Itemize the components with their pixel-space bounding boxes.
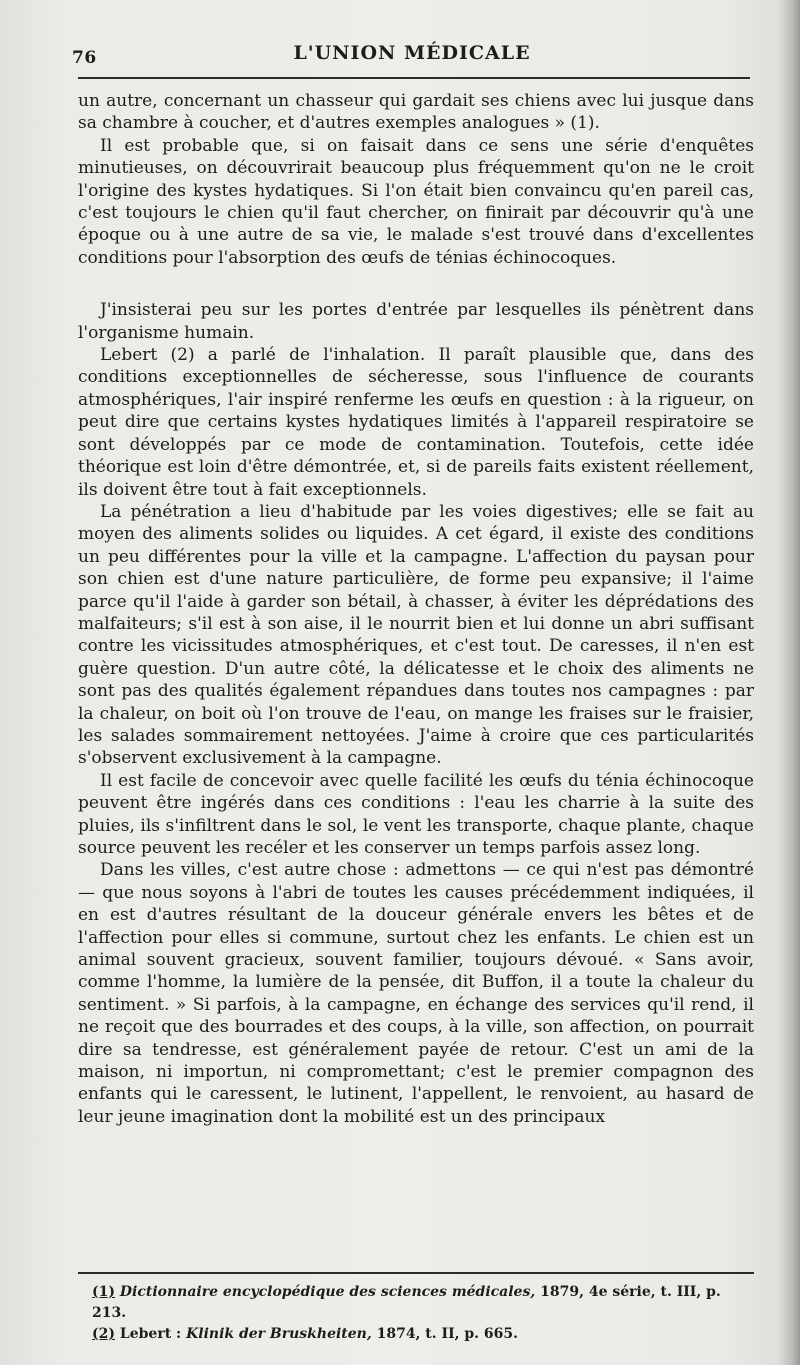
page-edge-shadow bbox=[778, 0, 800, 1365]
page-header bbox=[72, 38, 752, 68]
paragraph-hydatid-origin: Il est probable que, si on faisait dans ce sens une série d'enquêtes minutieuses, on découvrirait beaucoup plus fréquemment qu'on ne le croit l'origine des kystes hydatiques. Si l'on était bien convaincu qu'en pareil cas, c'est toujours le chien qu'il faut chercher, on finirait par découvrir qu'à une époque ou à une autre de sa vie, le malade s'est trouvé dans d'excellentes conditions pour l'absorption des œufs de ténias échinocoques. bbox=[78, 135, 754, 268]
page-number: 76 bbox=[72, 48, 97, 68]
footnote-mark: (2) bbox=[92, 1326, 115, 1342]
paragraph-entry-points: J'insisterai peu sur les portes d'entrée par lesquelles ils pénètrent dans l'organisme humain. bbox=[78, 300, 754, 343]
footnote-title: Dictionnaire encyclopédique des sciences médicales, bbox=[119, 1284, 536, 1300]
paragraph-ingestion: Il est facile de concevoir avec quelle facilité les œufs du ténia échinocoque peuvent être ingérés dans ces conditions : l'eau les charrie à la suite des pluies, ils s'infiltrent dans le sol, le vent les transporte, chaque plante, chaque source peuvent les recéler et les conserver un temps parfois assez long. bbox=[78, 770, 754, 858]
paragraph-digestive-route: La pénétration a lieu d'habitude par les voies digestives; elle se fait au moyen des aliments solides ou liquides. A cet égard, il existe des conditions un peu différentes pour la ville et la campagne. L'affection du paysan pour son chien est d'une nature particulière, de forme peu expansive; il l'aime parce qu'il l'aide à garder son bétail, à chasser, à éviter les déprédations des malfaiteurs; s'il est à son aise, il le nourrit bien et lui donne un abri suffisant contre les vicissitudes atmosphériques, et c'est tout. De caresses, il n'en est guère question. D'un autre côté, la délicatesse et le choix des aliments ne sont pas des qualités également répandues dans toutes nos campagnes : par la chaleur, on boit où l'on trouve de l'eau, on mange les fraises sur le fraisier, les salades sommairement nettoyées. J'aime à croire que ces particularités s'observent exclusivement à la campagne. bbox=[78, 501, 754, 769]
footnote-1 bbox=[92, 1282, 752, 1324]
footnote-reference: 1879, 4e série, t. III, p. 213. bbox=[92, 1284, 721, 1321]
paragraph-continuation: un autre, concernant un chasseur qui gardait ses chiens avec lui jusque dans sa chambre à coucher, et d'autres exemples analogues » (1). bbox=[78, 91, 754, 134]
body-text bbox=[78, 90, 754, 1128]
paragraph-inhalation: Lebert (2) a parlé de l'inhalation. Il paraît plausible que, dans des conditions exceptionnelles de sécheresse, sous l'influence de courants atmosphériques, l'air inspiré renferme les œufs en question : à la rigueur, on peut dire que certains kystes hydatiques limités à l'appareil respiratoire se sont développés par ce mode de contamination. Toutefois, cette idée théorique est loin d'être démontrée, et, si de pareils faits existent réellement, ils doivent être tout à fait exceptionnels. bbox=[78, 345, 754, 500]
header-rule bbox=[78, 77, 750, 79]
running-title: L'UNION MÉDICALE bbox=[293, 42, 531, 64]
footnote-mark: (1) bbox=[92, 1284, 115, 1300]
footnote-2 bbox=[92, 1324, 752, 1345]
paragraph-cities: Dans les villes, c'est autre chose : admettons — ce qui n'est pas démontré — que nous soyons à l'abri de toutes les causes précédemment indiquées, il en est d'autres résultant de la douceur générale envers les bêtes et de l'affection pour elles si commune, surtout chez les enfants. Le chien est un animal souvent gracieux, souvent familier, toujours dévoué. « Sans avoir, comme l'homme, la lumière de la pensée, dit Buffon, il a toute la chaleur du sentiment. » Si parfois, à la campagne, en échange des services qu'il rend, il ne reçoit que des bourrades et des coups, à la ville, son affection, on pourrait dire sa tendresse, est généralement payée de retour. C'est un ami de la maison, ni importun, ni compromettant; c'est le premier compagnon des enfants qui le caressent, le lutinent, l'appellent, le renvoient, au hasard de leur jeune imagination dont la mobilité est un des principaux bbox=[78, 860, 754, 1127]
footnotes bbox=[92, 1282, 752, 1345]
footnote-rule bbox=[78, 1272, 754, 1274]
footnote-title: Klinik der Bruskheiten, bbox=[186, 1326, 372, 1342]
footnote-author: Lebert : bbox=[119, 1326, 187, 1342]
footnote-reference: 1874, t. II, p. 665. bbox=[371, 1326, 519, 1342]
